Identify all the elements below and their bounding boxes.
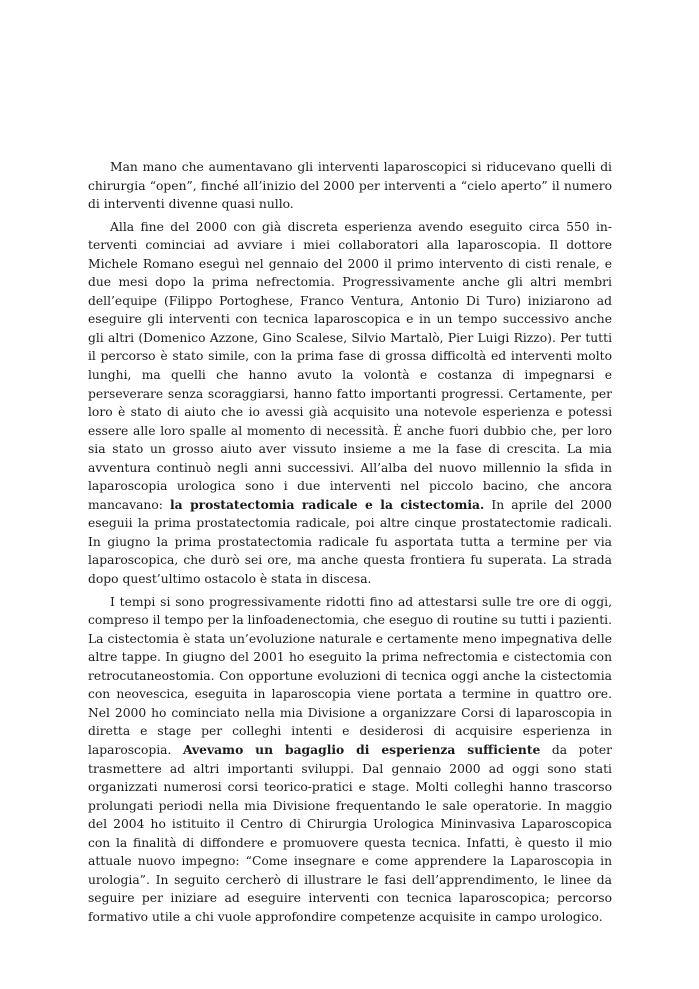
paragraph-3-text-a: I tempi si sono progressivamente ridotti fino ad attestarsi sulle tre ore di oggi, compreso il tempo per la linfoadenectomia, che eseguo di routine su tutti i pazienti. La cistectomia è stata un’evoluzione naturale e certamente meno impegnativa delle altre tappe. In giugno del 2001 ho eseguito la prima nefrectomia e cistectomia con retrocutaneostomia. Con opportune evoluzioni di tecnica oggi anche la cistectomia con neovescica, eseguita in laparoscopia viene portata a termine in quattro ore. Nel 2000 ho cominciato nella mia Divisione a organizzare Corsi di laparoscopia in diretta e stage per colleghi intenti e desiderosi di acquisire esperienza in laparoscopia. [88,594,612,757]
paragraph-2-text-b: In aprile del 2000 eseguii la prima prostatectomia radicale, poi altre cinque prostatectomie radicali. In giugno la prima prostatectomia radicale fu asportata tutta a termine per via laparoscopica, che durò sei ore, ma anche questa frontiera fu superata. La strada dopo quest’ultimo ostacolo è stata in discesa. [88,497,612,587]
paragraph-1 [88,158,612,214]
paragraph-3 [88,593,612,927]
document-page [88,158,612,930]
paragraph-2-text-a: Alla fine del 2000 con già discreta esperienza avendo eseguito circa 550 interventi cominciai ad avviare i miei collaboratori alla laparoscopia. Il dottore Michele Romano eseguì nel gennaio del 2000 il primo intervento di cisti renale, e due mesi dopo la prima nefrectomia. Progressivamente anche gli altri membri dell’equipe (Filippo Portoghese, Franco Ventura, Antonio Di Turo) iniziarono ad eseguire gli interventi con tecnica laparoscopica e in un tempo successivo anche gli altri (Domenico Azzone, Gino Scalese, Silvio Martalò, Pier Luigi Rizzo). Per tutti il percorso è stato simile, con la prima fase di grossa difficoltà ed interventi molto lunghi, ma quelli che hanno avuto la volontà e costanza di impegnarsi e perseverare senza scoraggiarsi, hanno fatto importanti progressi. Certamente, per loro è stato di aiuto che io avessi già acquisito una notevole esperienza e potessi essere alle loro spalle al momento di necessità. È anche fuori dubbio che, per loro sia stato un grosso aiuto aver vissuto insieme a me la fase di crescita. La mia avventura continuò negli anni successivi. All’alba del nuovo millennio la sfida in laparoscopia urologica sono i due interventi nel piccolo bacino, che ancora mancavano: [88,219,612,512]
paragraph-3-text-b: da poter trasmettere ad altri importanti sviluppi. Dal gennaio 2000 ad oggi sono stati organizzati numerosi corsi teorico-pratici e stage. Molti colleghi hanno trascorso prolungati periodi nella mia Divisione frequentando le sale operatorie. In maggio del 2004 ho istituito il Centro di Chirurgia Urologica Mininvasiva Laparoscopica con la finalità di diffondere e promuovere questa tecnica. Infatti, è questo il mio attuale nuovo impegno: “Come insegnare e come apprendere la Laparoscopia in urologia”. In seguito cercherò di illustrare le fasi dell’apprendimento, le linee da seguire per iniziare ad eseguire interventi con tecnica laparoscopica; percorso formativo utile a chi vuole approfondire competenze acquisite in campo urologico. [88,742,612,924]
paragraph-2 [88,218,612,589]
paragraph-1-text: Man mano che aumentavano gli interventi laparoscopici si riducevano quelli di chirurgia “open”, finché all’inizio del 2000 per interventi a “cielo aperto” il numero di interventi divenne quasi nullo. [88,160,612,212]
paragraph-3-bold-phrase: Avevamo un bagaglio di esperienza sufficiente [182,741,541,757]
paragraph-2-bold-phrase: la prostatectomia radicale e la cistectomia. [169,496,485,512]
